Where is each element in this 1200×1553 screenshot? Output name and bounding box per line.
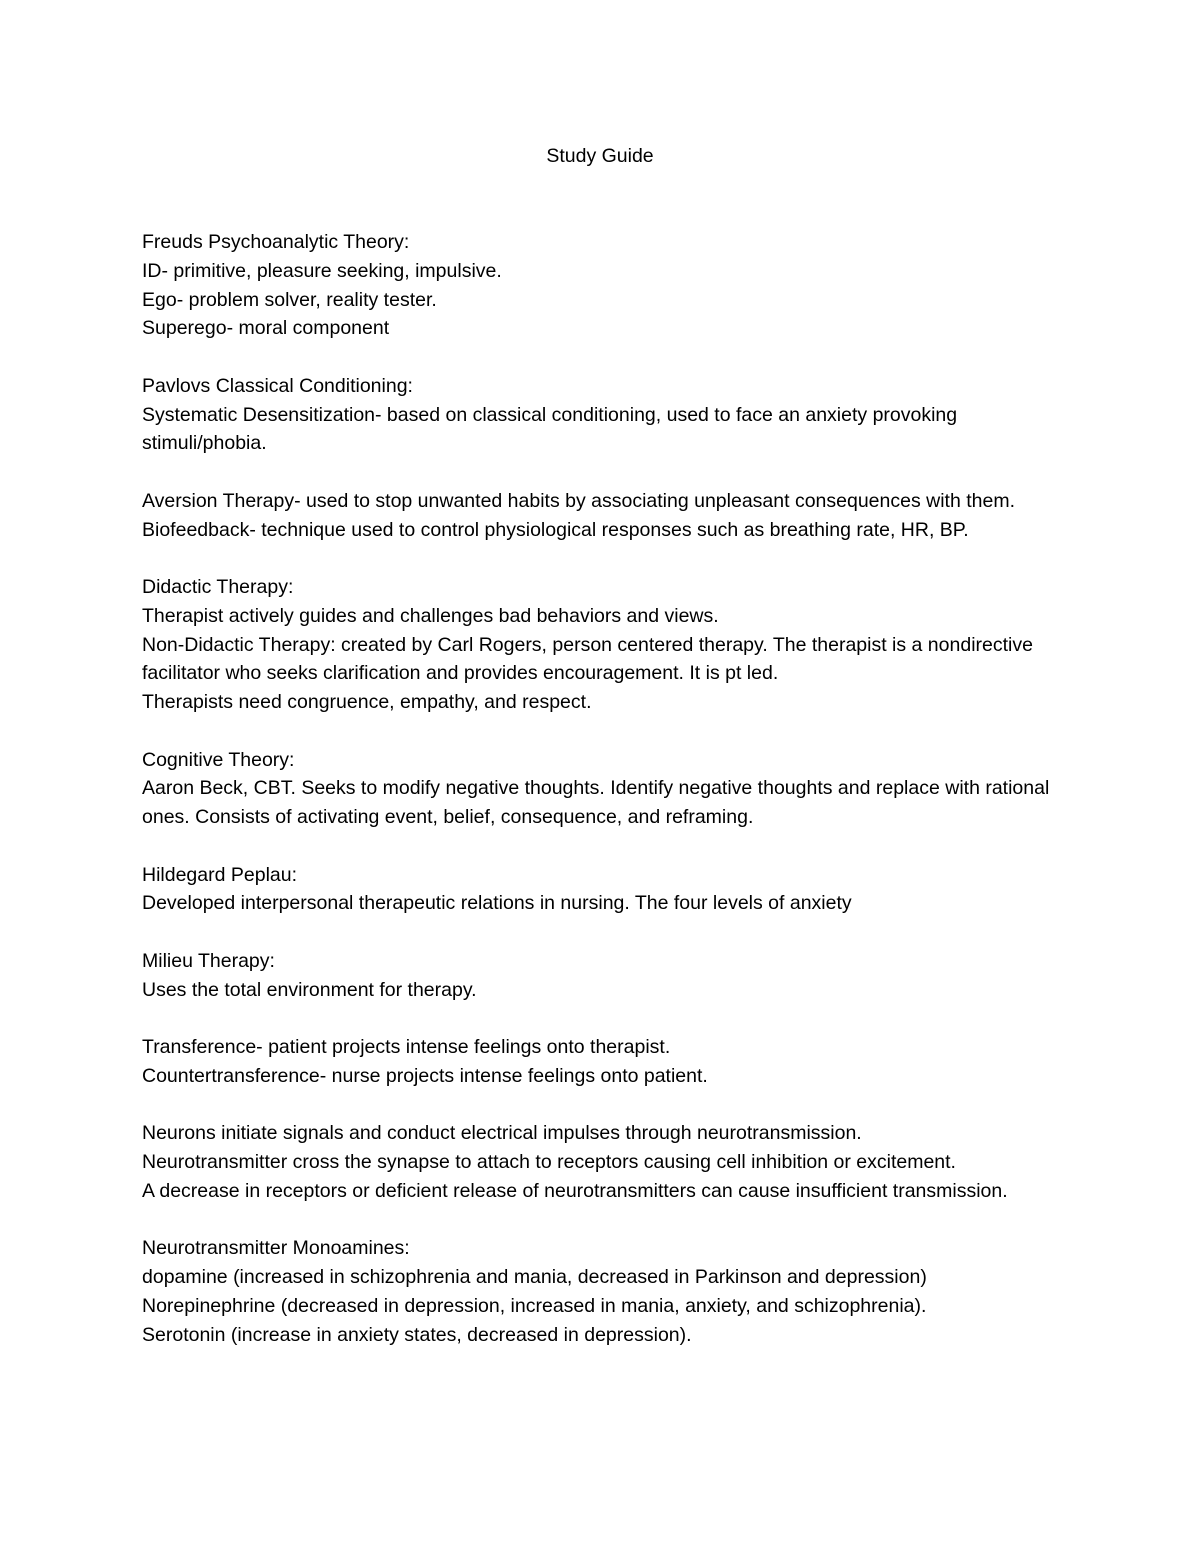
paragraph-line: Transference- patient projects intense feelings onto therapist. [142, 1036, 671, 1058]
paragraph-line: A decrease in receptors or deficient release of neurotransmitters can cause insufficient transmission. [142, 1179, 1008, 1202]
document-body [142, 228, 1052, 1378]
page-title: Study Guide [546, 145, 654, 167]
paragraph-line: Ego- problem solver, reality tester. [142, 288, 437, 311]
section-heading: Freuds Psychoanalytic Theory: [142, 231, 410, 253]
paragraph-line: ID- primitive, pleasure seeking, impulsive. [142, 259, 502, 282]
paragraph-line: Biofeedback- technique used to control physiological responses such as breathing rate, HR, BP. [142, 518, 969, 541]
section-heading: Didactic Therapy: [142, 576, 294, 598]
section-pavlov [142, 372, 1052, 458]
section-heading: Hildegard Peplau: [142, 863, 298, 886]
paragraph-line: Neurons initiate signals and conduct electrical impulses through neurotransmission. [142, 1122, 862, 1145]
paragraph-line: Uses the total environment for therapy. [142, 978, 477, 1001]
section-peplau [142, 861, 1052, 919]
paragraph-line: Developed interpersonal therapeutic relations in nursing. The four levels of anxiety [142, 892, 852, 915]
paragraph-line: Therapist actively guides and challenges bad behaviors and views. [142, 604, 719, 627]
paragraph-line: Aversion Therapy- used to stop unwanted habits by associating unpleasant consequences with them. [142, 489, 1015, 512]
paragraph-line: Norepinephrine (decreased in depression, increased in mania, anxiety, and schizophrenia). [142, 1294, 927, 1317]
section-milieu [142, 947, 1052, 1005]
paragraph-line: Superego- moral component [142, 317, 390, 340]
section-freud [142, 228, 1052, 343]
section-didactic [142, 573, 1052, 717]
paragraph-line: dopamine (increased in schizophrenia and mania, decreased in Parkinson and depression) [142, 1266, 927, 1288]
paragraph-line: Non-Didactic Therapy: created by Carl Rogers, person centered therapy. The therapist is a nondirective facilitator who seeks clarification and provides encouragement. It is pt led. [142, 633, 1033, 685]
section-cognitive [142, 746, 1052, 832]
paragraph-line: Therapists need congruence, empathy, and respect. [142, 691, 592, 713]
paragraph-line: Aaron Beck, CBT. Seeks to modify negative thoughts. Identify negative thoughts and replace with rational ones. Consists of activating event, belief, consequence, and reframing. [142, 777, 1050, 828]
paragraph-line: Serotonin (increase in anxiety states, decreased in depression). [142, 1323, 692, 1346]
section-aversion-biofeedback [142, 487, 1052, 545]
section-monoamines [142, 1234, 1052, 1349]
section-heading: Pavlovs Classical Conditioning: [142, 374, 413, 397]
section-heading: Neurotransmitter Monoamines: [142, 1237, 410, 1260]
section-heading: Cognitive Theory: [142, 748, 295, 771]
paragraph-line: Countertransference- nurse projects intense feelings onto patient. [142, 1064, 708, 1087]
paragraph-line: Neurotransmitter cross the synapse to attach to receptors causing cell inhibition or excitement. [142, 1151, 956, 1173]
section-heading: Milieu Therapy: [142, 949, 275, 972]
section-transference [142, 1033, 1052, 1091]
paragraph-line: Systematic Desensitization- based on classical conditioning, used to face an anxiety provoking stimuli/phobia. [142, 403, 958, 455]
section-neurons [142, 1119, 1052, 1205]
